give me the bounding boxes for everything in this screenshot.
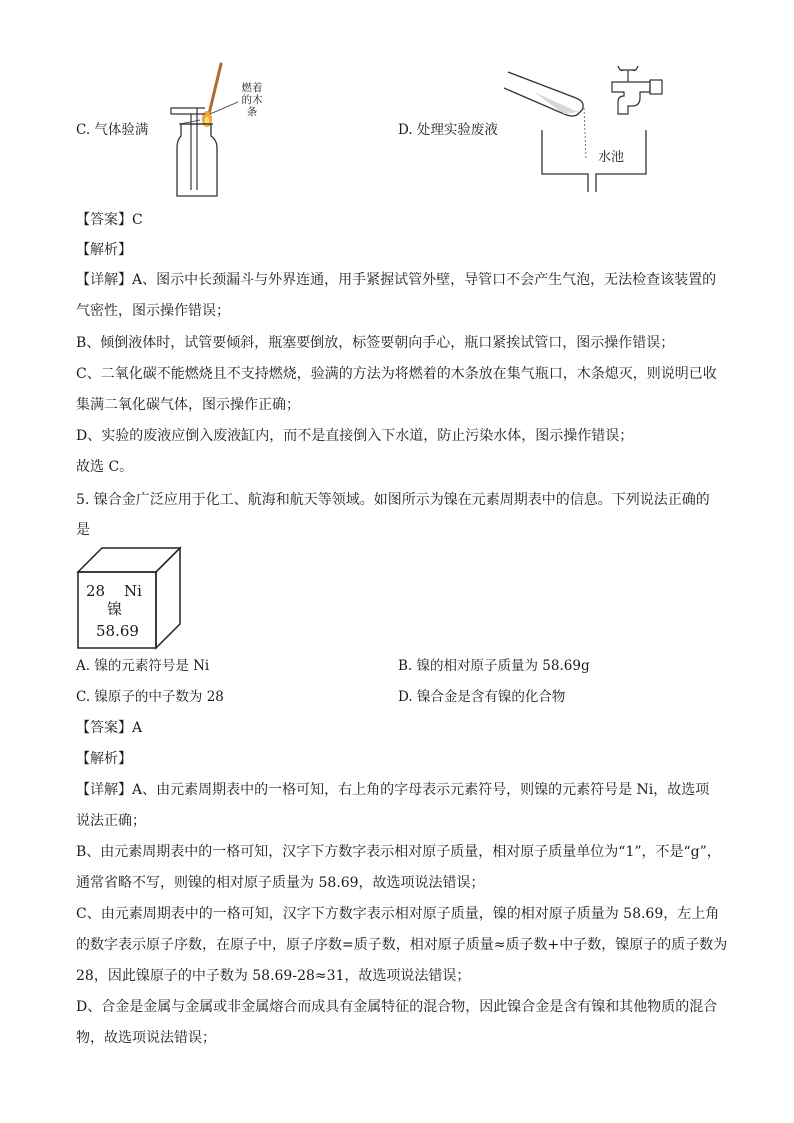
- q5-detail-line: D、合金是金属与金属或非金属熔合而成具有金属特征的混合物，因此镍合金是含有镍和其他物质的混合: [76, 999, 718, 1015]
- q4-analysis-title: 【解析】: [76, 242, 132, 258]
- q5-stem-line: 是: [76, 522, 90, 538]
- q5-answer: 【答案】A: [76, 720, 143, 736]
- q4-answer: 【答案】C: [76, 212, 143, 228]
- q4-detail-line: 集满二氧化碳气体，图示操作正确；: [76, 397, 300, 413]
- q5-option-b: B. 镍的相对原子质量为 58.69g: [398, 658, 590, 674]
- waste-liquid-sink-figure: [500, 62, 670, 197]
- q5-detail-line: 通常省略不写，则镍的相对原子质量为 58.69，故选项说法错误；: [76, 875, 485, 891]
- element-atomic-number: 28: [86, 582, 106, 600]
- q5-analysis-title: 【解析】: [76, 751, 132, 767]
- q5-stem-line: 5. 镍合金广泛应用于化工、航海和航天等领域。如图所示为镍在元素周期表中的信息。下列说法正确的: [76, 492, 710, 508]
- q5-detail-line: B、由元素周期表中的一格可知，汉字下方数字表示相对原子质量，相对原子质量单位为“1”，不是“g”，: [76, 844, 721, 860]
- q5-detail-line: 的数字表示原子序数，在原子中，原子序数=质子数，相对原子质量≈质子数+中子数，镍原子的质子数为: [76, 937, 728, 953]
- label-pointer-arrow: [180, 100, 240, 130]
- burning-splint-label: 燃着 的木 条: [241, 82, 263, 118]
- element-atomic-mass: 58.69: [96, 622, 139, 640]
- q5-option-a: A. 镍的元素符号是 Ni: [76, 658, 210, 674]
- q5-detail-line: 【详解】A、由元素周期表中的一格可知，右上角的字母表示元素符号，则镍的元素符号是 Ni，故选项: [76, 782, 710, 798]
- q4-detail-line: 气密性，图示操作错误；: [76, 303, 230, 319]
- q4-detail-line: 【详解】A、图示中长颈漏斗与外界连通，用手紧握试管外壁，导管口不会产生气泡，无法检查该装置的: [76, 272, 717, 288]
- q4-option-c-label: C. 气体验满: [76, 122, 149, 138]
- sink-label: 水池: [598, 150, 625, 165]
- q5-detail-line: 说法正确；: [76, 813, 146, 829]
- element-name: 镍: [107, 600, 123, 618]
- q4-detail-line: 故选 C。: [76, 459, 134, 475]
- q4-option-d-label: D. 处理实验废液: [398, 122, 498, 138]
- element-symbol: Ni: [124, 582, 142, 600]
- q5-option-d: D. 镍合金是含有镍的化合物: [398, 689, 566, 705]
- q5-detail-line: 物，故选项说法错误；: [76, 1030, 216, 1046]
- q4-detail-line: B、倾倒液体时，试管要倾斜，瓶塞要倒放，标签要朝向手心，瓶口紧挨试管口，图示操作错误；: [76, 335, 675, 351]
- q5-detail-line: 28，因此镍原子的中子数为 58.69-28≈31，故选项说法错误；: [76, 968, 471, 984]
- q5-option-c: C. 镍原子的中子数为 28: [76, 689, 224, 705]
- q5-detail-line: C、由元素周期表中的一格可知，汉字下方数字表示相对原子质量，镍的相对原子质量为 58.69，左上角: [76, 906, 720, 922]
- q4-detail-line: D、实验的废液应倒入废液缸内，而不是直接倒入下水道，防止污染水体，图示操作错误；: [76, 428, 634, 444]
- q4-detail-line: C、二氧化碳不能燃烧且不支持燃烧，验满的方法为将燃着的木条放在集气瓶口，木条熄灭，则说明已收: [76, 366, 717, 382]
